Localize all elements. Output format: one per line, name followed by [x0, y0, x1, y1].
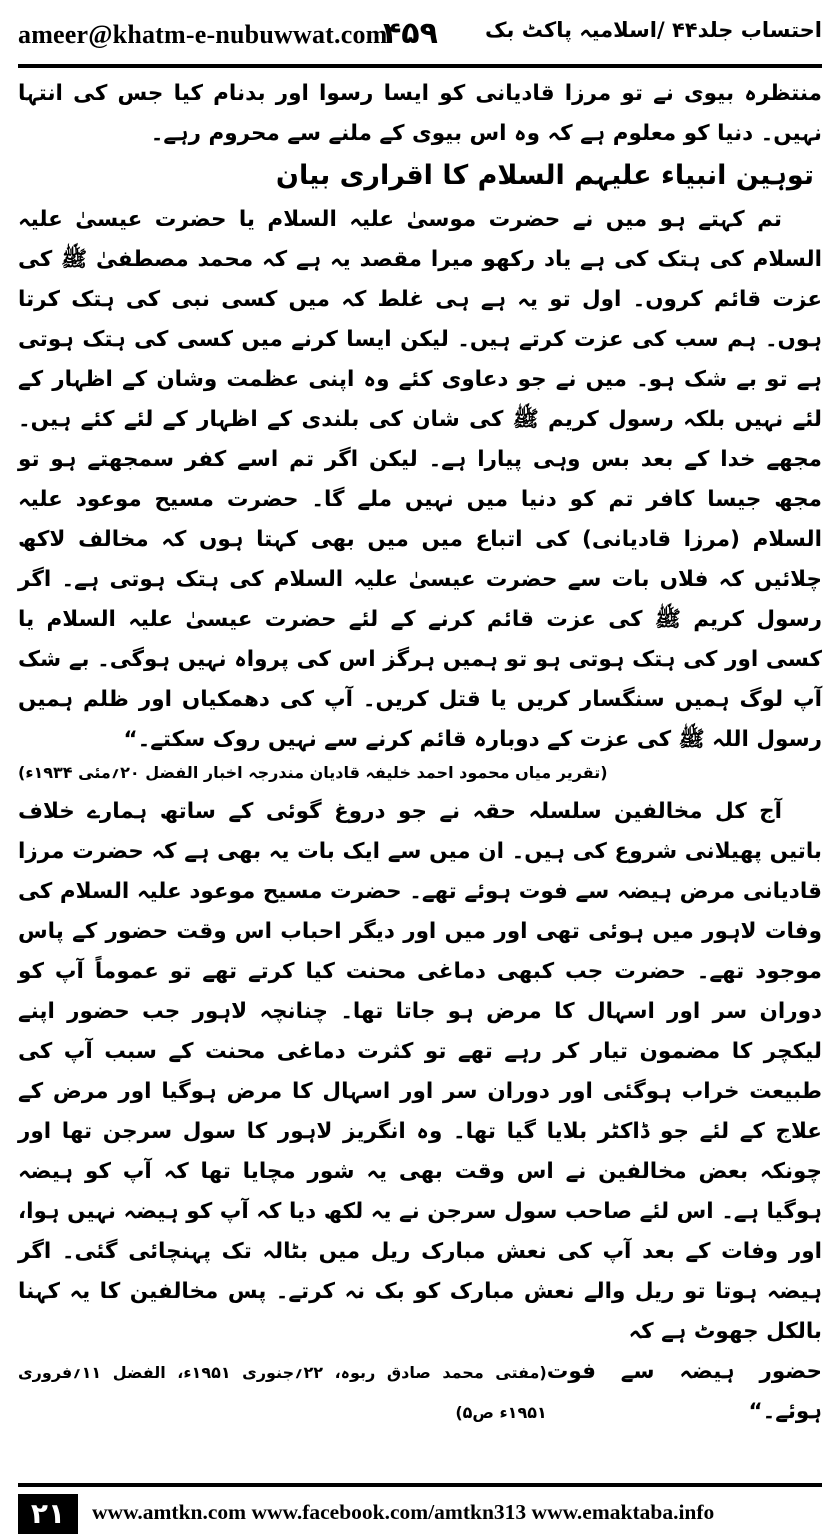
header-rule: [18, 64, 822, 68]
closing-line: [18, 1352, 822, 1433]
footer-rule: [18, 1483, 822, 1487]
paragraph-3-last-line: حضور ہیضہ سے فوت ہوئے۔“: [546, 1359, 822, 1424]
paragraph-1: منتظرہ بیوی نے تو مرزا قادیانی کو ایسا رسوا اور بدنام کیا جس کی انتہا نہیں۔ دنیا کو معلوم ہے کہ وہ اس بیوی کے ملنے سے محروم رہے۔: [18, 81, 822, 146]
section-heading: توہین انبیاء علیہم السلام کا اقراری بیان: [275, 160, 814, 191]
paragraph-2: تم کہتے ہو میں نے حضرت موسیٰ علیہ السلام یا حضرت عیسیٰ علیہ السلام کی ہتک کی ہے یاد رکھو میرا مقصد یہ ہے کہ محمد مصطفیٰ ﷺ کی عزت قائم کروں۔ اول تو یہ ہے ہی غلط کہ میں کسی نبی کی ہتک کرتا ہوں۔ ہم سب کی عزت کرتے ہیں۔ لیکن ایسا کرنے میں کسی کی ہتک ہوتی ہے تو بے شک ہو۔ میں نے جو دعاوی کئے وہ اپنی عظمت وشان کے اظہار کے لئے نہیں بلکہ رسول کریم ﷺ کی شان کی بلندی کے اظہار کے لئے کئے ہیں۔ مجھے خدا کے بعد بس وہی پیارا ہے۔ لیکن اگر تم اسے کفر سمجھتے ہو تو مجھ جیسا کافر تم کو دنیا میں نہیں ملے گا۔ حضرت مسیح موعود علیہ السلام (مرزا قادیانی) کی اتباع میں میں بھی کہتا ہوں کہ مخالف لاکھ چلائیں کہ فلاں بات سے حضرت عیسیٰ علیہ السلام کی ہتک ہوتی ہے۔ اگر رسول کریم ﷺ کی عزت قائم کرنے کے لئے حضرت عیسیٰ علیہ السلام یا کسی اور کی ہتک ہوتی ہو تو ہمیں ہرگز اس کی پرواہ نہیں ہوگی۔ بے شک آپ لوگ ہمیں سنگسار کریں یا قتل کریں۔ آپ کی دھمکیاں اور ظلم ہمیں رسول اللہ ﷺ کی عزت کے دوبارہ قائم کرنے سے نہیں روک سکتے۔“: [18, 207, 822, 752]
page-footer: [18, 1494, 822, 1534]
folio-number: ۲۱: [18, 1494, 78, 1534]
reference-2: (مفتی محمد صادق ربوہ، ۲۲؍جنوری ۱۹۵۱ء، الفضل ۱۱؍فروری ۱۹۵۱ء ص۵): [18, 1363, 547, 1422]
footer-links[interactable]: www.amtkn.com www.facebook.com/amtkn313 www.emaktaba.info: [92, 1500, 715, 1524]
header-email[interactable]: ameer@khatm-e-nubuwwat.com: [18, 20, 388, 49]
reference-1: (تقریر میاں محمود احمد خلیفہ قادیان مندرجہ اخبار الفضل ۲۰؍مئی ۱۹۳۴ء): [18, 763, 608, 782]
paragraph-3: آج کل مخالفین سلسلہ حقہ نے جو دروغ گوئی کے ساتھ ہمارے خلاف باتیں پھیلانی شروع کی ہیں۔ ان میں سے ایک بات یہ بھی ہے کہ حضرت مرزا قادیانی مرض ہیضہ سے فوت ہوئے تھے۔ حضرت مسیح موعود علیہ السلام کی وفات لاہور میں ہوئی تھی اور میں اور دیگر احباب اس وقت حضور کے پاس موجود تھے۔ حضرت جب کبھی دماغی محنت کیا کرتے تھے تو عموماً آپ کو دوران سر اور اسہال کا مرض ہو جاتا تھا۔ چنانچہ لاہور جب حضور اپنے لیکچر کا مضمون تیار کر رہے تھے تو کثرت دماغی محنت کے سبب آپ کی طبیعت خراب ہوگئی اور دوران سر اور اسہال کا مرض ہوگیا اور مرض کے علاج کے لئے جو ڈاکٹر بلایا گیا تھا۔ وہ انگریز لاہور کا سول سرجن تھا اور چونکہ بعض مخالفین نے اس وقت بھی یہ شور مچایا تھا کہ آپ کو ہیضہ ہوگیا ہے۔ اس لئے صاحب سول سرجن نے یہ لکھ دیا کہ آپ کو ہیضہ نہیں ہوا، اور وفات کے بعد آپ کی نعش مبارک ریل میں بٹالہ تک پہنچائی گئی۔ اگر ہیضہ ہوتا تو ریل والے نعش مبارک کو بک نہ کرتے۔ پس مخالفین کا یہ کہنا بالکل جھوٹ ہے کہ: [18, 799, 822, 1344]
page-header: [18, 14, 822, 62]
header-page-number: ۴۵۹: [383, 16, 438, 51]
body-text: [18, 74, 822, 1437]
header-book-title: احتساب جلد۴۴ /اسلامیہ پاکٹ بک: [485, 18, 822, 42]
